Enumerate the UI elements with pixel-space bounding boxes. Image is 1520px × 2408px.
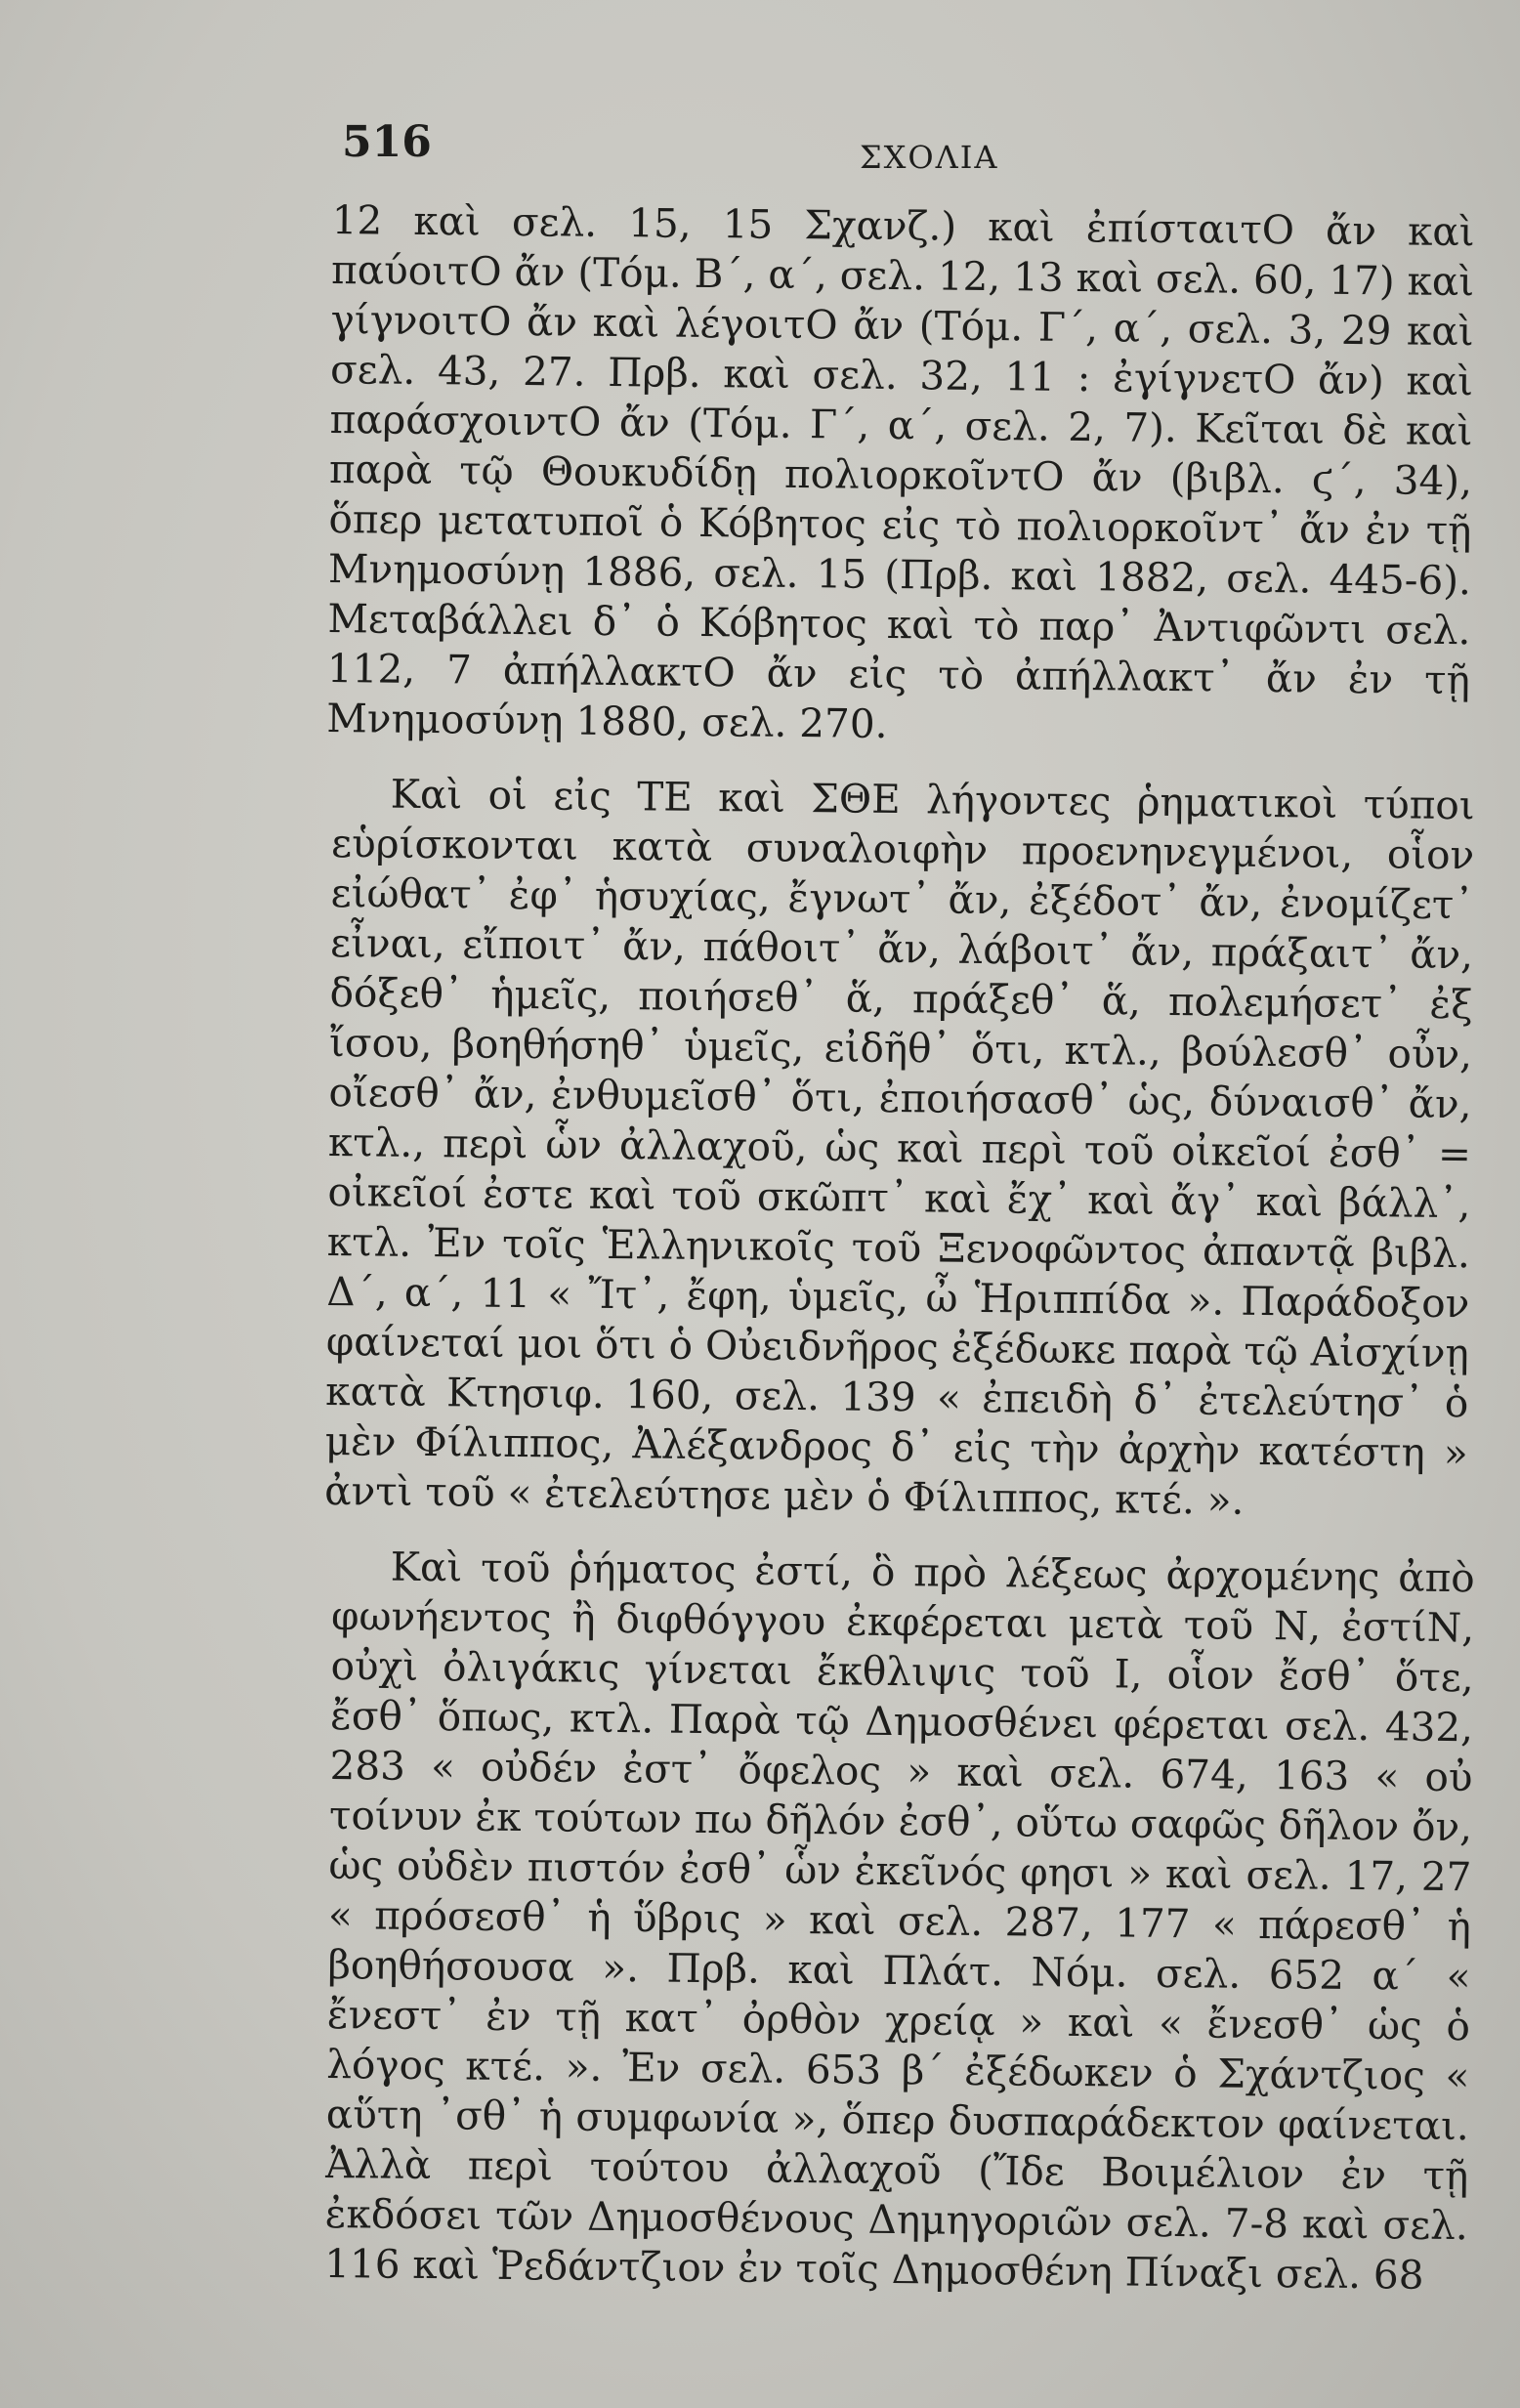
paragraph-1: 12 καὶ σελ. 15, 15 Σχανζ.) καὶ ἐπίσταιτΟ ἄν καὶ παύοιτΟ ἄν (Τόμ. Β΄, α΄, σελ. 12, 13 καὶ σελ. 60, 17) καὶ γίγνοιτΟ ἄν καὶ λέγοιτΟ ἄν (Τόμ. Γ΄, α΄, σελ. 3, 29 καὶ σελ. 43, 27. Πρβ. καὶ σελ. 32, 11 : ἐγίγνετΟ ἄν) καὶ παράσχοιντΟ ἄν (Τόμ. Γ΄, α΄, σελ. 2, 7). Κεῖται δὲ καὶ παρὰ τῷ Θουκυδίδῃ πολιορκοῖντΟ ἄν (βιβλ. ϛ΄, 34), ὅπερ μετατυποῖ ὁ Κόβητος εἰς τὸ πολιορκοῖντ᾽ ἄν ἐν τῇ Μνημοσύνῃ 1886, σελ. 15 (Πρβ. καὶ 1882, σελ. 445-6). Μεταβάλλει δ᾽ ὁ Κόβητος καὶ τὸ παρ᾽ Ἀντιφῶντι σελ. 112, 7 ἀπήλλακτΟ ἄν εἰς τὸ ἀπήλλακτ᾽ ἄν ἐν τῇ Μνημοσύνῃ 1880, σελ. 270.: [326, 195, 1475, 747]
paragraph-3: Καὶ τοῦ ῥήματος ἐστί, ὃ πρὸ λέξεως ἀρχομένης ἀπὸ φωνήεντος ἢ διφθόγγου ἐκφέρεται μετὰ τοῦ Ν, ἐστίΝ, οὐχὶ ὀλιγάκις γίνεται ἔκθλιψις τοῦ Ι, οἷον ἔσθ᾽ ὅτε, ἔσθ᾽ ὅπως, κτλ. Παρὰ τῷ Δημοσθένει φέρεται σελ. 432, 283 « οὐδέν ἐστ᾽ ὄφελος » καὶ σελ. 674, 163 « οὐ τοίνυν ἐκ τούτων πω δῆλόν ἐσθ᾽, οὕτω σαφῶς δῆλον ὄν, ὡς οὐδὲν πιστόν ἐσθ᾽ ὧν ἐκεῖνός φησι » καὶ σελ. 17, 27 « πρόσεσθ᾽ ἡ ὕβρις » καὶ σελ. 287, 177 « πάρεσθ᾽ ἡ βοηθήσουσα ». Πρβ. καὶ Πλάτ. Νόμ. σελ. 652 α΄ « ἔνεστ᾽ ἐν τῇ κατ᾽ ὀρθὸν χρείᾳ » καὶ « ἔνεσθ᾽ ὡς ὁ λόγος κτέ. ». Ἐν σελ. 653 β΄ ἐξέδωκεν ὁ Σχάντζιος « αὕτη ᾽σθ᾽ ἡ συμφωνία », ὅπερ δυσπαράδεκτον φαίνεται. Ἀλλὰ περὶ τούτου ἀλλαχοῦ (Ἴδε Βοιμέλιον ἐν τῇ ἐκδόσει τῶν Δημοσθένους Δημηγοριῶν σελ. 7-8 καὶ σελ. 116 καὶ Ῥεδάντζιον ἐν τοῖς Δημοσθένη Πίναξι σελ. 68: [324, 1542, 1475, 2299]
page-number: 516: [342, 117, 432, 167]
page-header: [0, 107, 1520, 186]
page-body: [324, 195, 1475, 2299]
running-title: ΣΧΟΛΙΑ: [860, 139, 999, 176]
paragraph-2: Καὶ οἱ εἰς ΤΕ καὶ ΣΘΕ λήγοντες ῥηματικοὶ τύποι εὑρίσκονται κατὰ συναλοιφὴν προενηνεγμένοι, οἷον εἰώθατ᾽ ἐφ᾽ ἡσυχίας, ἔγνωτ᾽ ἄν, ἐξέδοτ᾽ ἄν, ἐνομίζετ᾽ εἶναι, εἴποιτ᾽ ἄν, πάθοιτ᾽ ἄν, λάβοιτ᾽ ἄν, πράξαιτ᾽ ἄν, δόξεθ᾽ ἡμεῖς, ποιήσεθ᾽ ἅ, πράξεθ᾽ ἅ, πολεμήσετ᾽ ἐξ ἴσου, βοηθήσηθ᾽ ὑμεῖς, εἰδῆθ᾽ ὅτι, κτλ., βούλεσθ᾽ οὖν, οἴεσθ᾽ ἄν, ἐνθυμεῖσθ᾽ ὅτι, ἐποιήσασθ᾽ ὡς, δύναισθ᾽ ἄν, κτλ., περὶ ὧν ἀλλαχοῦ, ὡς καὶ περὶ τοῦ οἰκεῖοί ἐσθ᾽ = οἰκεῖοί ἐστε καὶ τοῦ σκῶπτ᾽ καὶ ἔχ᾽ καὶ ἄγ᾽ καὶ βάλλ᾽, κτλ. Ἐν τοῖς Ἑλληνικοῖς τοῦ Ξενοφῶντος ἀπαντᾷ βιβλ. Δ΄, α΄, 11 « Ἴτ᾽, ἔφη, ὑμεῖς, ὦ Ἡριππίδα ». Παράδοξον φαίνεταί μοι ὅτι ὁ Οὐειδνῆρος ἐξέδωκε παρὰ τῷ Αἰσχίνῃ κατὰ Κτησιφ. 160, σελ. 139 « ἐπειδὴ δ᾽ ἐτελεύτησ᾽ ὁ μὲν Φίλιππος, Ἀλέξανδρος δ᾽ εἰς τὴν ἀρχὴν κατέστη » ἀντὶ τοῦ « ἐτελεύτησε μὲν ὁ Φίλιππος, κτέ. ».: [324, 770, 1475, 1524]
